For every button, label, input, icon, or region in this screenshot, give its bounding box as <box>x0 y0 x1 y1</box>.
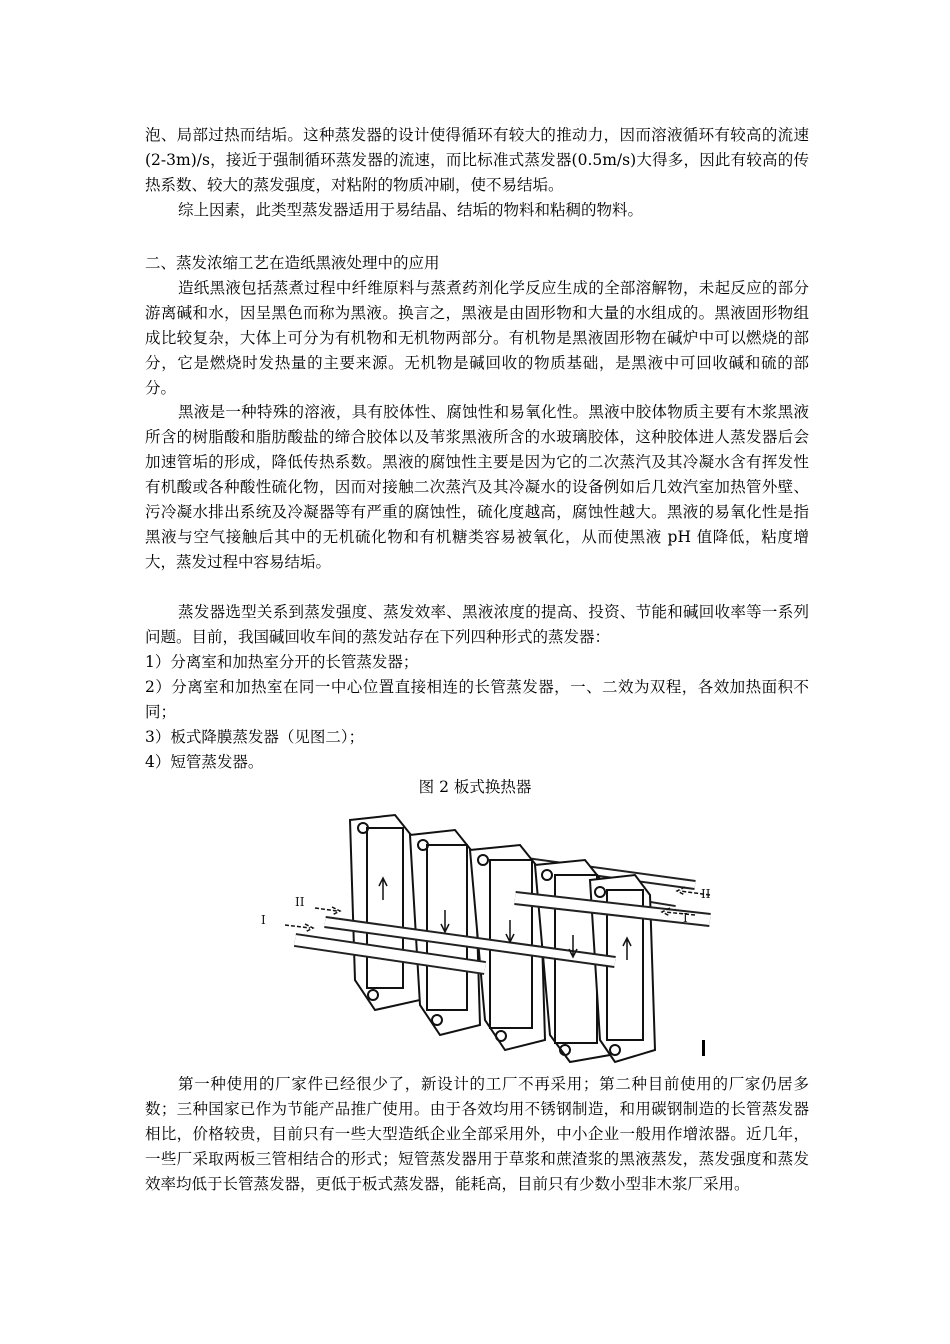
label-left-II: II <box>295 895 305 909</box>
section-heading: 二、蒸发浓缩工艺在造纸黑液处理中的应用 <box>145 254 440 272</box>
paragraph-circulation: 泡、局部过热而结垢。这种蒸发器的设计使得循环有较大的推动力，因而溶液循环有较高的流速(2-3m)/s，接近于强制循环蒸发器的流速，而比标准式蒸发器(0.5m/s)大得多，因此有较高的传热系数、较大的蒸发强度，对粘附的物质冲刷，使不易结垢。 <box>145 126 809 194</box>
list-item-2: 2）分离室和加热室在同一中心位置直接相连的长管蒸发器，一、二效为双程，各效加热面积不同； <box>145 678 809 721</box>
list-item-4: 4）短管蒸发器。 <box>145 753 264 771</box>
label-left-I: I <box>261 913 266 927</box>
paragraph-black-liquor-properties: 黑液是一种特殊的溶液，具有胶体性、腐蚀性和易氧化性。黑液中胶体物质主要有木浆黑液所含的树脂酸和脂肪酸盐的缔合胶体以及苇浆黑液所含的水玻璃胶体，这种胶体进人蒸发器后会加速管垢的形成，降低传热系数。黑液的腐蚀性主要是因为它的二次蒸汽及其冷凝水含有挥发性有机酸或各种酸性硫化物，因而对接触二次蒸汽及其冷凝水的设备例如后几效汽室加热管外壁、污冷凝水排出系统及冷凝器等有严重的腐蚀性，硫化度越高，腐蚀性越大。黑液的易氧化性是指黑液与空气接触后其中的无机硫化物和有机糖类容易被氧化，从而使黑液 pH 值降低，粘度增大，蒸发过程中容易结垢。 <box>145 403 809 571</box>
plate-heat-exchanger-figure <box>255 800 725 1070</box>
list-item-1: 1）分离室和加热室分开的长管蒸发器； <box>145 653 419 671</box>
paragraph-evaporator-selection: 蒸发器选型关系到蒸发强度、蒸发效率、黑液浓度的提高、投资、节能和碱回收率等一系列问题。目前，我国碱回收车间的蒸发站存在下列四种形式的蒸发器： <box>145 603 809 646</box>
paragraph-summary: 综上因素，此类型蒸发器适用于易结晶、结垢的物料和粘稠的物料。 <box>178 201 644 219</box>
inlet-arrow-I <box>285 924 313 932</box>
paragraph-usage: 第一种使用的厂家件已经很少了，新设计的工厂不再采用；第二种目前使用的厂家仍居多数；三种国家已作为节能产品推广使用。由于各效均用不锈钢制造，和用碳钢制造的长管蒸发器相比，价格较贵，目前只有一些大型造纸企业全部采用外，中小企业一般用作增浓器。近几年，一些厂采取两板三管相结合的形式；短管蒸发器用于草浆和蔗渣浆的黑液蒸发，蒸发强度和蒸发效率均低于长管蒸发器，更低于板式蒸发器，能耗高，目前只有少数小型非木浆厂采用。 <box>145 1075 809 1193</box>
figure-caption: 图 2 板式换热器 <box>418 778 532 796</box>
plate-1 <box>350 815 420 1010</box>
inlet-arrow-II <box>315 907 340 915</box>
vertical-mark <box>702 1040 705 1056</box>
label-right-II: II <box>701 887 711 901</box>
list-item-3: 3）板式降膜蒸发器（见图二）； <box>145 728 365 746</box>
paragraph-black-liquor-definition: 造纸黑液包括蒸煮过程中纤维原料与蒸煮药剂化学反应生成的全部溶解物，未起反应的部分游离碱和水，因呈黑色而称为黑液。换言之，黑液是由固形物和大量的水组成的。黑液固形物组成比较复杂，大体上可分为有机物和无机物两部分。有机物是黑液固形物在碱炉中可以燃烧的部分，它是燃烧时发热量的主要来源。无机物是碱回收的物质基础，是黑液中可回收碱和硫的部分。 <box>145 279 809 397</box>
label-right-I: I <box>683 911 688 925</box>
